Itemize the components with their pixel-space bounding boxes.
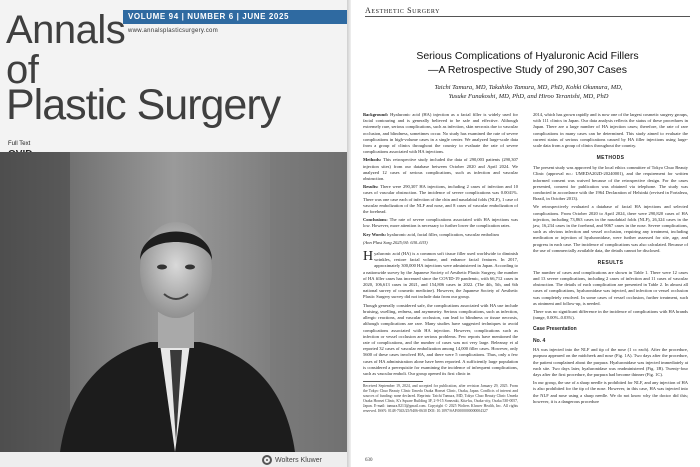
- case-paragraph-2: In our group, the use of a sharp needle is prohibited for NLF, and any injection of HA is also prohibited for the tip of the nose. However, in this case, HA was injected into the NLF and nose using a sharp needle. We do not know why the doctor did this; however, it is a dangerous procedure: [533, 380, 688, 404]
- footnote-rule: [363, 381, 423, 382]
- page-number: 630: [365, 458, 373, 463]
- methods-heading: METHODS: [596, 155, 625, 162]
- cover-title-line1: Annals: [6, 8, 126, 52]
- intro-paragraph-1: Hyaluronic acid (HA) is a common soft tissue filler used worldwide to diminish wrinkles, restore facial volume, and enhance facial features. In 2017, approximately 300,000 HA injections were administered in Japan. According to a nationwide survey by the Japanese Society of Aesthetic Plastic Surgery, the number of HA filler cases has increased since the COVID-19 pandemic, with 66,712 cases in 2020, 106,613 cases in 2021, and 154,806 cases in 2022. (The 4th, 5th, and 6th national survey of cosmetic medicine). However, the Japanese Society of Aesthetic Plastic Surgery survey did not include data from our group.: [363, 249, 518, 300]
- citation: (Ann Plast Surg 2025;94: 630–633): [363, 239, 428, 245]
- authors-line1: Taichi Tamura, MD, Takahiko Tamura, MD, PhD, Kohki Okumura, MD,: [434, 84, 623, 91]
- abstract-conclusions: Conclusions: The rate of severe complications associated with HA injections was low. However, more attention is necessary to further lower the complication rates.: [363, 217, 519, 229]
- cover-portrait-photo: [0, 152, 347, 452]
- keywords: Key Words: hyaluronic acid, facial filler, complication, vascular embolism: [363, 231, 499, 237]
- article-title-line2: —A Retrospective Study of 290,307 Cases: [427, 63, 628, 76]
- intro-paragraph-3: 2014, which has grown rapidly and is now one of the largest cosmetic surgery groups, with 111 clinics in Japan. Our data analysis reflects the status of these procedures in Japan. There are a large number of HA injection cases; therefore, the rate of rare complications in many cases can be determined. This study aimed to evaluate the current status of serious complications caused by HA filler injections using large-scale data from a group of clinics throughout the country.: [533, 112, 688, 149]
- results-paragraph-2: There was no significant difference in the incidence of complications with HA brands (range, 0.00%–0.03%).: [533, 309, 688, 321]
- article-page: [351, 0, 700, 467]
- footnote: Received September 19, 2024, and accepted for publication, after revision January 29, 2025. From the Tokyo Chuo Beauty Clinic Umeda Osaka Honsei Clinic, Osaka, Japan. Conflicts of interest and sources of funding: none declared. Reprints: Taichi Tamura, MD, Tokyo Chuo Beauty Clinic Umeda Osaka Honsei Clinic, K's Square Building 3F, 2-9-15 Sonezaki, Kita-ku, Osaka-city, Osaka 530-0057, Japan. E-mail: tamura.8213@gmail.com. Copyright © 2025 Wolters Kluwer Health, Inc. All rights reserved. ISSN: 0148-7043/25/9406-0630 DOI: 10.1097/SAP.0000000000004327: [363, 383, 518, 414]
- left-column: [363, 112, 518, 416]
- publisher-name: Wolters Kluwer: [275, 456, 322, 464]
- cover-title-line3: Plastic Surgery: [6, 81, 281, 129]
- journal-cover: [0, 0, 347, 467]
- cover-issue-info: VOLUME 94 | NUMBER 6 | JUNE 2025: [128, 12, 290, 21]
- methods-paragraph-2: We retrospectively evaluated a database of facial HA injections and selected complications. From October 2020 to April 2024, there were 290,820 cases of HA injection, including 73,863 cases in the nasolabial folds (NLF), 26,324 cases in the jaw, 16,234 cases in the forehead, and 9067 cases in the nose. Severe complications, such as obvious infection and vessel occlusion, requiring any treatment, including medication or injection of hyaluronidase, were further assessed for site, age, and progress in each case. The incidence of complications was also calculated. Because of the use of commercially available data, the details cannot be disclosed.: [533, 204, 688, 253]
- abstract-results: Results: There were 290,307 HA injections, including 2 cases of infection and 10 cases of vascular obstruction. The incidence of severe complications was 0.0041%. There was one case each of infection of the chin and nasolabial folds (NLF), 1 case of vascular embolization of the NLF and nose, and 8 cases of vascular embolization of the forehead.: [363, 184, 518, 215]
- author-list: [371, 84, 686, 102]
- cover-full-text: Full Text: [8, 141, 31, 147]
- wolters-kluwer-icon: [262, 455, 272, 465]
- right-column: [533, 112, 688, 407]
- drop-cap: H: [363, 249, 374, 265]
- results-heading: RESULTS: [597, 259, 624, 266]
- results-paragraph-1: The number of cases and complications are shown in Table 1. There were 12 cases and 13 severe complications, including 2 cases of infection and 11 cases of vascular obstruction. The details of each complication are presented in Table 2. In almost all cases of complications, hyaluronidase was injected, and infection or vessel occlusion was completely resolved. In some cases of vessel occlusion, further treatment, such as ointment and follow-up, is needed.: [533, 269, 688, 306]
- cover-title-line2: of: [6, 48, 39, 92]
- cover-url: www.annalsplasticsurgery.com: [128, 28, 218, 34]
- header-rule: [365, 16, 690, 17]
- section-header: Aesthetic Surgery: [365, 6, 441, 15]
- abstract-background: Background: Hyaluronic acid (HA) injection as a facial filler is widely used for facial contouring and is generally believed to be safe and effective. Although extremely rare, serious complications, such as infection, skin necrosis due to vascular occlusion, and blindness, sometimes occur. No study has examined the rate of severe complications in high-volume cases in a single center. We analyzed large-scale data from a group of clinics throughout the country to evaluate the rate of severe complications associated with HA injections.: [363, 112, 518, 155]
- article-title: [365, 50, 690, 77]
- case-presentation-heading: Case Presentation: [533, 326, 577, 333]
- case-paragraph-1: HA was injected into the NLF and tip of the nose (1 cc each). After the procedure, purpura appeared on the midcheek and nose (Fig. 1A). Two days after the procedure, the patient complained about the purpura. Hyaluronidase was injected immediately at each site. Two days later, hyaluronidase was readministered (Fig. 1B). Twenty-four days after the first procedure, the purpura had become thinner (Fig. 1C).: [533, 347, 688, 378]
- authors-line2: Yusuke Funakoshi, MD, PhD, and Hiroo Teranishi, MD, PhD: [448, 92, 609, 100]
- intro-paragraph-2: Though generally considered safe, the complications associated with HA use include bruising, swelling, redness, and asymmetry. Serious complications, such as infection, allergic reactions, and vascular occlusion, can lead to blindness or tissue necrosis, although complications are rare. Many studies have suggested techniques to avoid complications associated with HA injection. However, complications such as infection or vessel occlusion are serious problems. Few reports have mentioned the rate of complications, and the number of cases was not very large. Beleznay et al reported 32 cases of vascular embolization among 14,000 filler cases. However, only 5600 of these cases involved HA, and there were 5 complications. Thus, only a few cases of HA administration alone have been reported. A sufficiently large population is considered a prerequisite for examining the incidence of infrequent complications, such as vascular emboli. Our group opened its first clinic in: [363, 302, 518, 376]
- publisher-logo: [262, 455, 322, 465]
- article-title-line1: Serious Complications of Hyaluronic Acid Fillers: [416, 50, 639, 62]
- case-number: No. 4: [533, 338, 546, 345]
- methods-paragraph-1: The present study was approved by the local ethics committee of Tokyo Chuo Beauty Clinic (approval no.: UMEDA202D-20240001), and the requirement for written informed consent was waived because of the retrospective design. For the cases presented, consent for publication was obtained via telephone. The study was conducted in accordance with the 1964 Declaration of Helsinki (revised in Fortaleza, Brazil, in October 2013).: [533, 165, 688, 202]
- abstract-methods: Methods: This retrospective study included the data of 290,003 patients (290,307 injection sites) from our database between October 2020 and April 2024. We analyzed 12 cases of serious complications, such as infection and vascular obstruction.: [363, 157, 518, 182]
